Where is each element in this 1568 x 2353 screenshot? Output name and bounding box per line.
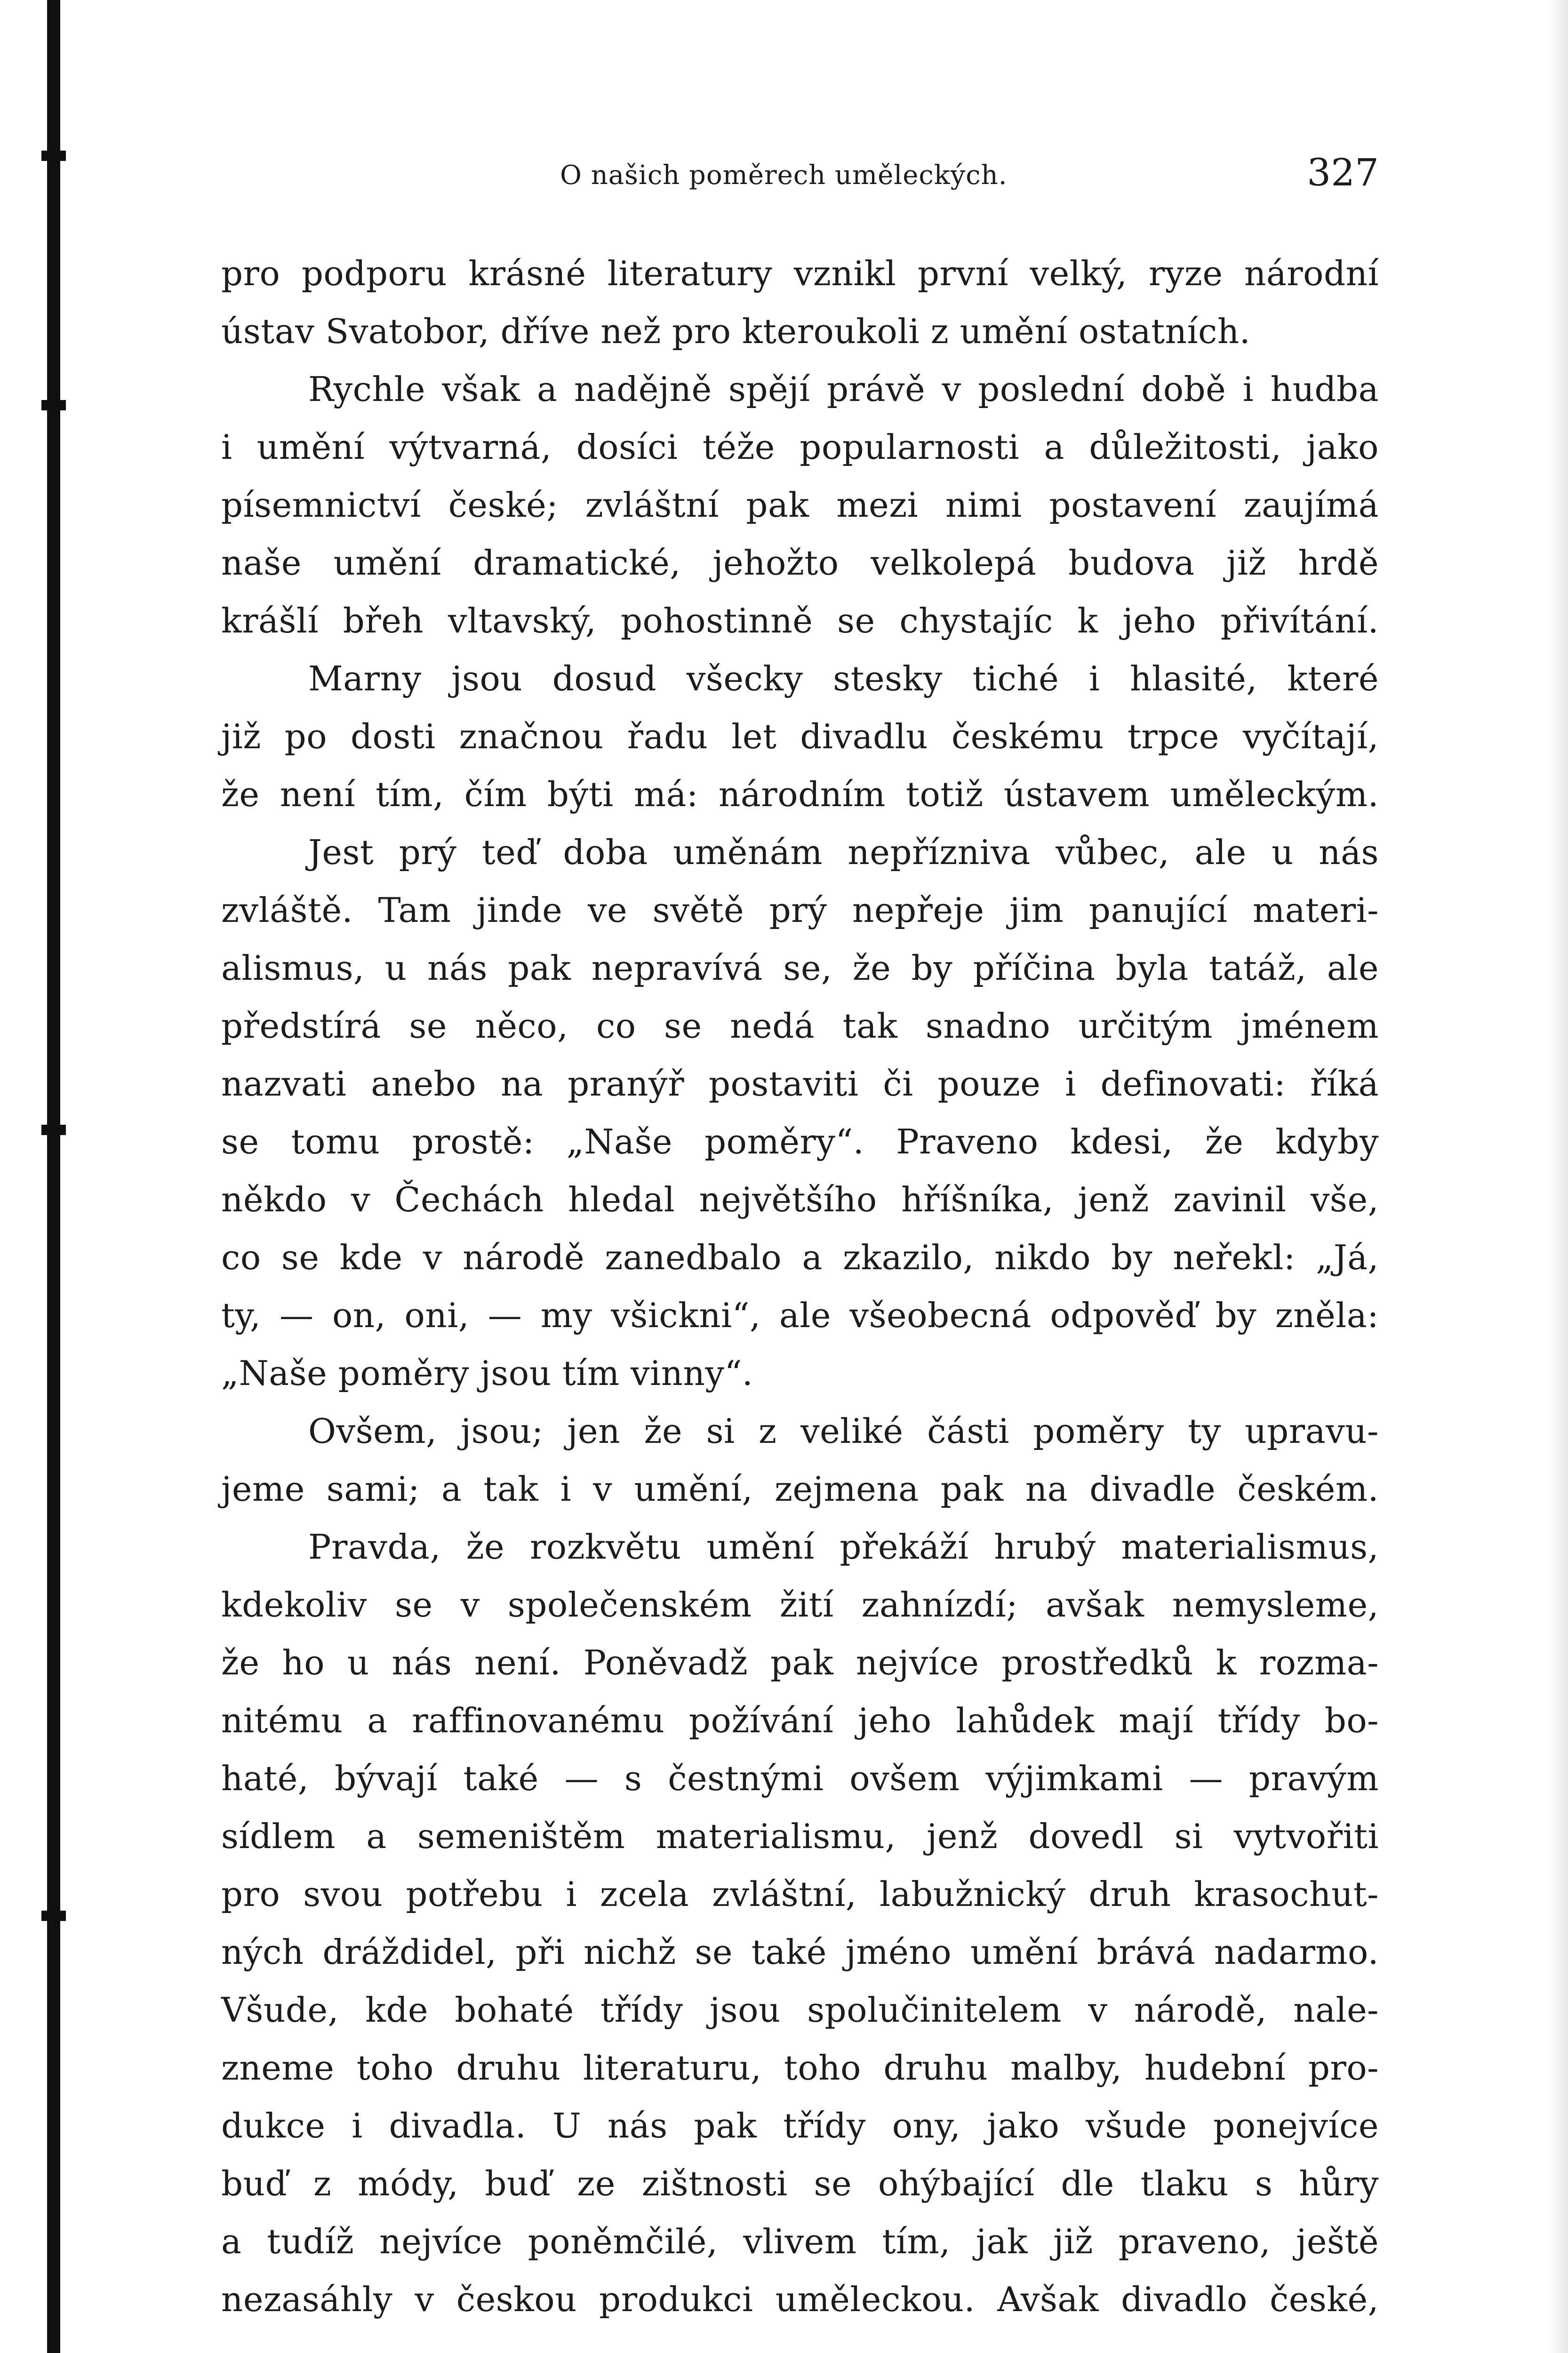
text-line: haté, bývají také — s čestnými ovšem výjimkami — pravým [221,1759,1379,1798]
text-line: někdo v Čechách hledal největšího hříšníka, jenž zavinil vše, [221,1180,1379,1219]
text-line: předstírá se něco, co se nedá tak snadno určitým jménem [221,1006,1379,1046]
text-line: nazvati anebo na pranýř postaviti či pouze i definovati: říká [221,1064,1379,1104]
text-line: nitému a raffinovanému požívání jeho lahůdek mají třídy bo- [221,1701,1379,1740]
text-line: se tomu prostě: „Naše poměry“. Praveno kdesi, že kdyby [221,1122,1379,1161]
binding-mark [41,400,66,410]
text-line: sídlem a semeništěm materialismu, jenž dovedl si vytvořiti [221,1817,1379,1856]
page-binding-edge [47,0,60,2353]
page-right-shadow [1549,0,1568,2353]
text-line: Ovšem, jsou; jen že si z veliké části poměry ty upravu- [308,1411,1379,1451]
text-line: kdekoliv se v společenském žití zahnízdí; avšak nemysleme, [221,1585,1379,1625]
text-line: Pravda, že rozkvětu umění překáží hrubý materialismus, [308,1527,1379,1567]
text-line: Všude, kde bohaté třídy jsou spolučinitelem v národě, nale- [221,1990,1379,2030]
text-line: Jest prý teď doba uměnám nepřízniva vůbec, ale u nás [308,832,1379,872]
binding-mark [41,151,66,161]
text-line: zvláště. Tam jinde ve světě prý nepřeje jim panující materi- [221,890,1379,930]
text-line: naše umění dramatické, jehožto velkolepá budova již hrdě [221,543,1379,583]
text-line: ústav Svatobor, dříve než pro kteroukoli z umění ostatních. [221,312,1251,351]
binding-mark [41,1125,66,1135]
text-line: a tudíž nejvíce poněmčilé, vlivem tím, jak již praveno, ještě [221,2222,1379,2261]
text-line: ty, — on, oni, — my všickni“, ale všeobecná odpověď by zněla: [221,1296,1379,1335]
text-line: že není tím, čím býti má: národním totiž ústavem uměleckým. [221,775,1379,814]
text-line: nezasáhly v českou produkci uměleckou. Avšak divadlo české, [221,2280,1379,2319]
text-line: pro podporu krásné literatury vznikl první velký, ryze národní [221,254,1379,293]
text-line: pro svou potřebu i zcela zvláštní, labužnický druh krasochut- [221,1874,1379,1914]
body-text [221,245,1379,2329]
text-line: písemnictví české; zvláštní pak mezi nimi postavení zaujímá [221,485,1379,525]
page-header [221,151,1379,207]
text-line: jeme sami; a tak i v umění, zejmena pak na divadle českém. [221,1469,1379,1509]
text-line: co se kde v národě zanedbalo a zkazilo, nikdo by neřekl: „Já, [221,1238,1379,1277]
running-title: O našich poměrech uměleckých. [560,160,1008,191]
text-line: i umění výtvarná, dosíci téže popularnosti a důležitosti, jako [221,427,1379,467]
text-line: „Naše poměry jsou tím vinny“. [221,1353,753,1393]
text-line: krášlí břeh vltavský, pohostinně se chystajíc k jeho přivítání. [221,601,1379,640]
page-number: 327 [1307,151,1379,194]
text-line: Rychle však a nadějně spějí právě v poslední době i hudba [308,369,1379,409]
text-line: ných dráždidel, při nichž se také jméno umění brává nadarmo. [221,1932,1379,1972]
text-line: buď z módy, buď ze zištnosti se ohýbající dle tlaku s hůry [221,2164,1379,2203]
text-line: Marny jsou dosud všecky stesky tiché i hlasité, které [308,659,1379,698]
binding-mark [41,1911,66,1921]
text-line: již po dosti značnou řadu let divadlu českému trpce vyčítají, [221,717,1379,756]
text-line: že ho u nás není. Poněvadž pak nejvíce prostředků k rozma- [221,1643,1379,1682]
text-line: dukce i divadla. U nás pak třídy ony, jako všude ponejvíce [221,2106,1379,2145]
text-line: alismus, u nás pak nepravívá se, že by příčina byla tatáž, ale [221,948,1379,988]
text-line: zneme toho druhu literaturu, toho druhu malby, hudební pro- [221,2048,1379,2088]
